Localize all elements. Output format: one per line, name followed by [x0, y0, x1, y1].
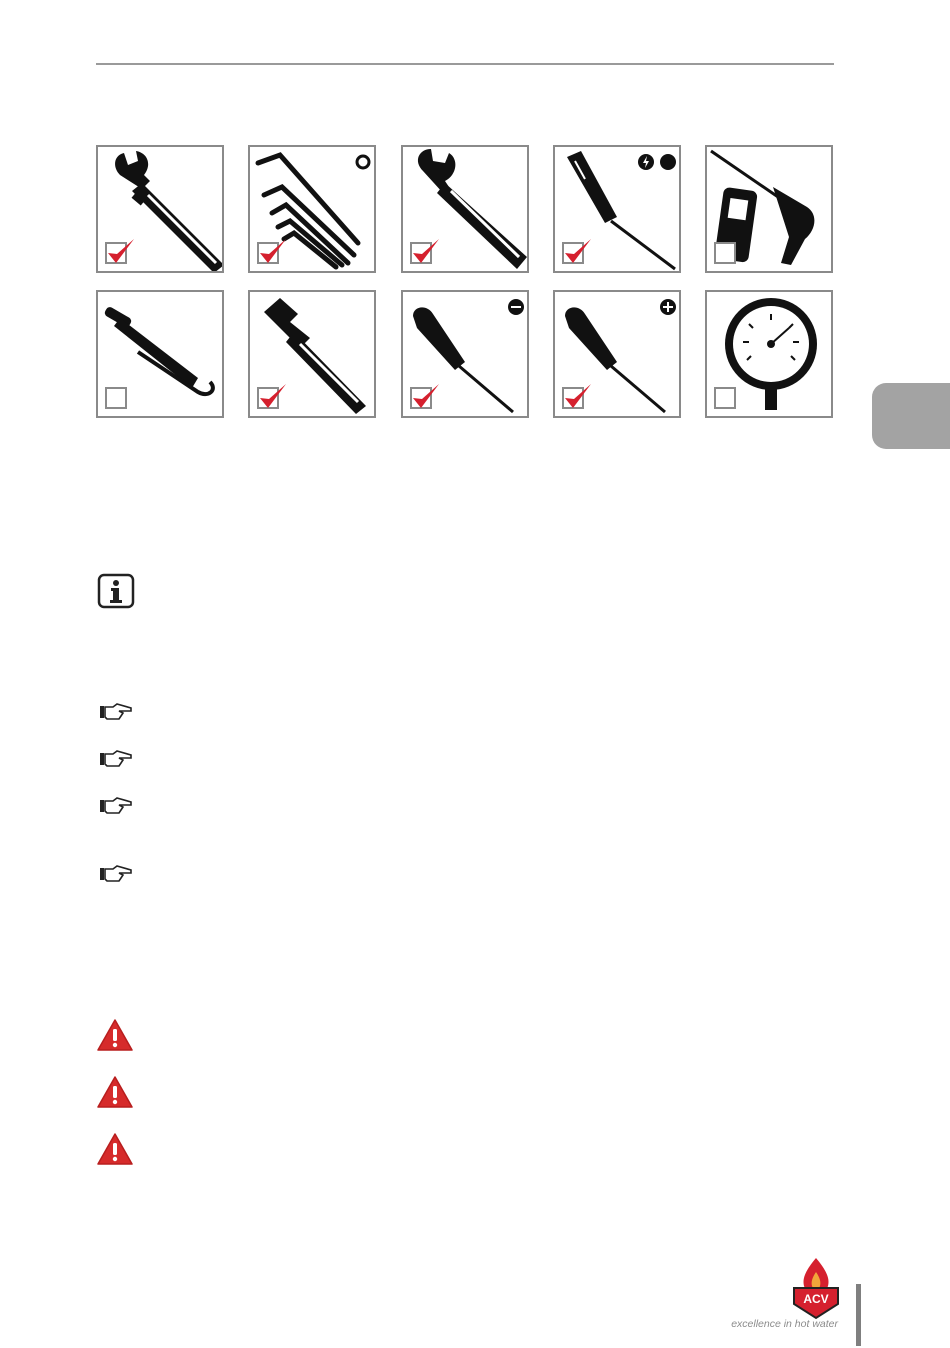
tool-card-adjustable-wrench [96, 145, 224, 273]
header-rule [96, 63, 834, 65]
pointing-hand-icon [99, 750, 133, 768]
warning-icon [96, 1018, 134, 1052]
check-mark-icon [256, 237, 288, 267]
filled-dot-icon [659, 153, 677, 171]
tool-card-flat-screwdriver [401, 290, 529, 418]
tool-card-flue-gas-analyser [705, 145, 833, 273]
section-tab [872, 383, 950, 449]
checkbox[interactable] [714, 387, 736, 409]
tool-card-siphon-pump [96, 290, 224, 418]
minus-icon [507, 298, 525, 316]
pointing-hand-icon [99, 865, 133, 883]
footer-side-rule [856, 1284, 861, 1346]
warning-icon [96, 1132, 134, 1166]
tool-card-hex-key-set [248, 145, 376, 273]
check-mark-icon [256, 382, 288, 412]
check-mark-icon [104, 237, 136, 267]
check-mark-icon [561, 382, 593, 412]
lightning-icon [637, 153, 655, 171]
pointing-hand-icon [99, 703, 133, 721]
tool-card-pipe-wrench [248, 290, 376, 418]
tool-card-pressure-gauge [705, 290, 833, 418]
tool-card-voltage-tester-screwdriver [553, 145, 681, 273]
info-icon [97, 573, 135, 609]
pointing-hand-icon [99, 797, 133, 815]
warning-icon [96, 1075, 134, 1109]
check-mark-icon [561, 237, 593, 267]
tool-card-open-end-wrench [401, 145, 529, 273]
brand-name: ACV [803, 1292, 829, 1306]
checkbox[interactable] [105, 387, 127, 409]
acv-logo [790, 1258, 842, 1320]
ring-icon [354, 153, 372, 171]
check-mark-icon [409, 382, 441, 412]
tool-card-phillips-screwdriver [553, 290, 681, 418]
check-mark-icon [409, 237, 441, 267]
brand-tagline: excellence in hot water [731, 1318, 838, 1330]
checkbox[interactable] [714, 242, 736, 264]
plus-icon [659, 298, 677, 316]
